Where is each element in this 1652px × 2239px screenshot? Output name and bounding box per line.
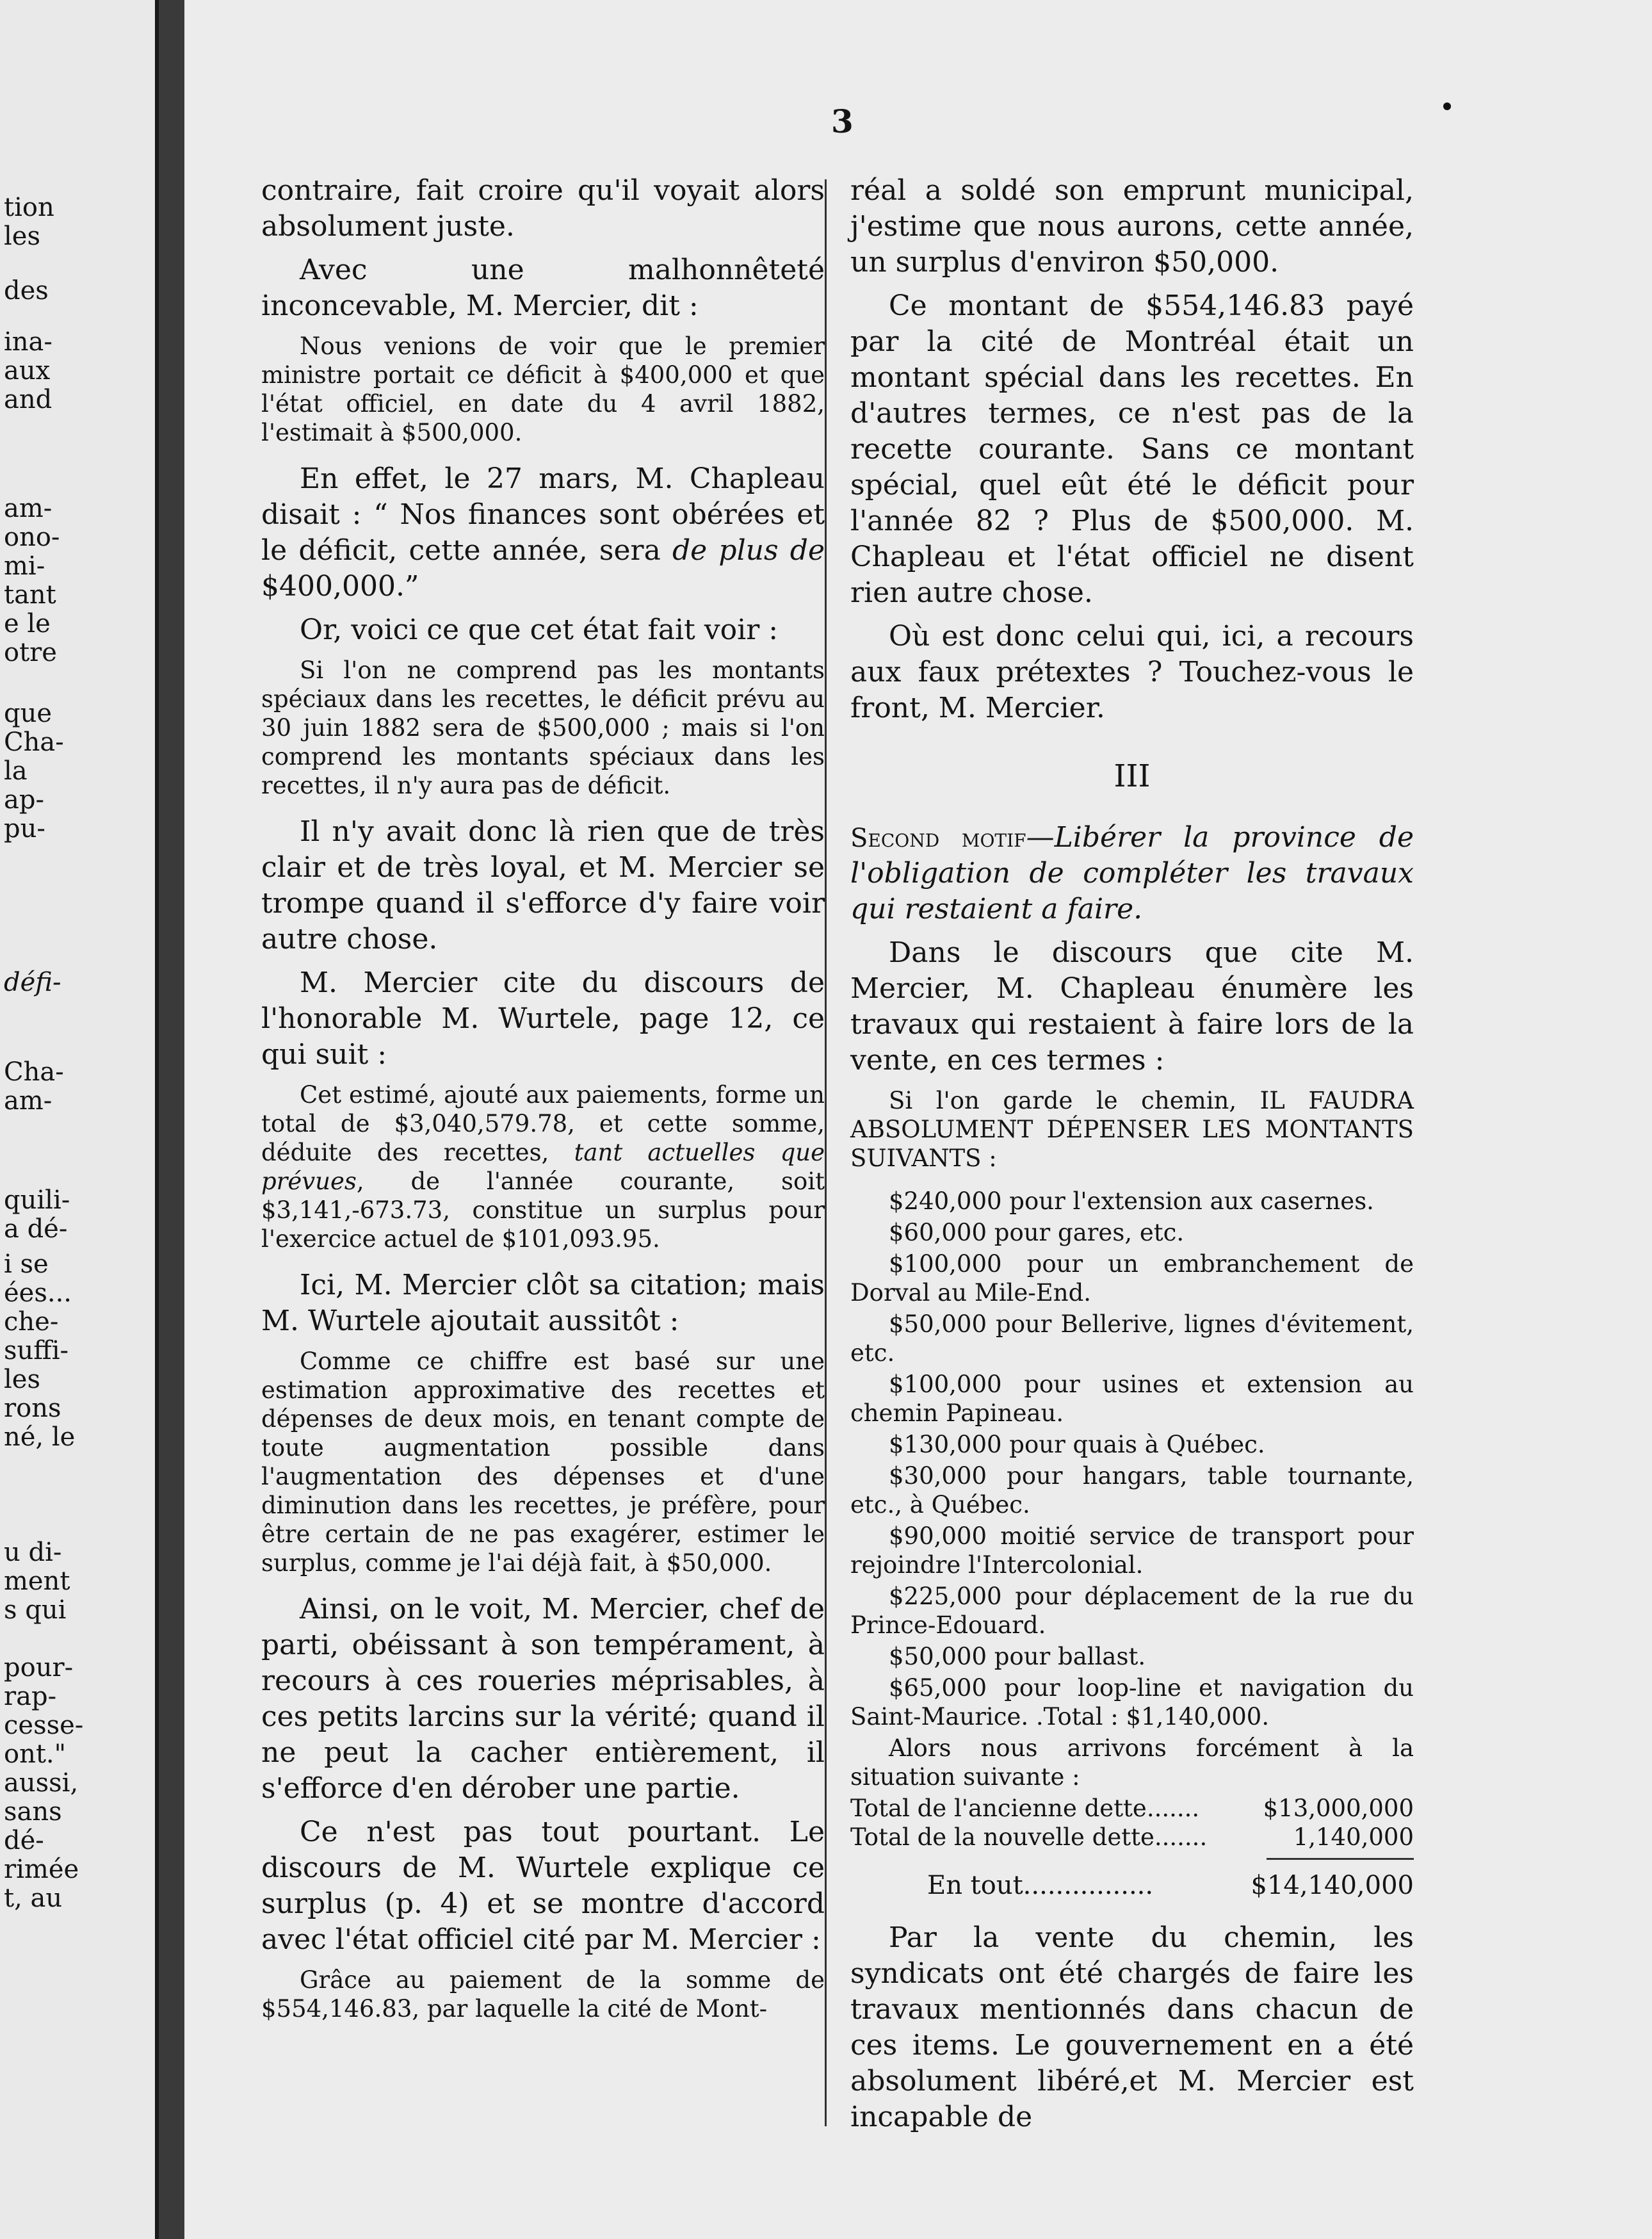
page-number: 3 [831,102,854,140]
total-new-label: Total de la nouvelle dette....... [850,1823,1208,1851]
prev-page-fragment: rons [4,1394,61,1423]
section-number: III [1113,758,1151,794]
prev-page-fragment: otre [4,638,57,667]
expense-item: $225,000 pour déplacement de la rue du Prince-Edouard. [850,1583,1414,1639]
prev-page-fragment: che- [4,1307,59,1337]
quotation: Grâce au paiement de la somme de $554,146.83, par laquelle la cité de Mont- [261,1966,825,2023]
expense-item: $100,000 pour un embranchement de Dorval au Mile-End. [850,1250,1414,1307]
prev-page-fragment: Cha- [4,728,64,757]
paragraph: contraire, fait croire qu'il voyait alors absolument juste. [261,174,825,243]
total-old-value: $13,000,000 [1263,1795,1414,1822]
expense-item: $50,000 pour ballast. [889,1643,1146,1670]
prev-page-fragment: and [4,385,53,414]
prev-page-fragment: rap- [4,1682,57,1711]
text-run: Cet estimé, ajouté aux paiements, forme un total de $3,040,579.78, et cette somme, déduite des recettes, [261,1081,825,1166]
paragraph: Où est donc celui qui, ici, a recours aux faux prétextes ? Touchez-vous le front, M. Mercier. [850,620,1414,724]
total-new-value: 1,140,000 [1293,1823,1414,1851]
column-divider [825,179,827,2126]
quotation [261,1080,825,1253]
prev-page-fragment: s qui [4,1595,67,1625]
prev-page-fragment: sans [4,1797,62,1827]
prev-page-fragment: aussi, [4,1768,79,1798]
left-column [261,173,825,2037]
prev-page-fragment: ont." [4,1739,67,1769]
text-run: , de l'année courante, soit $3,141,-673.73, constitue un surplus pour l'exercice actuel de $101,093.95. [261,1168,825,1253]
expense-item: $65,000 pour loop-line et navigation du Saint-Maurice. .Total : $1,140,000. [850,1674,1414,1730]
paragraph: Ce n'est pas tout pourtant. Le discours de M. Wurtele explique ce surplus (p. 4) et se montre d'accord avec l'état officiel cité par M. Mercier : [261,1816,825,1956]
prev-page-fragment: défi- [4,968,61,997]
prev-page-fragment: quili- [4,1185,70,1215]
quotation: Si l'on garde le chemin, IL FAUDRA ABSOLUMENT DÉPENSER LES MONTANTS SUIVANTS : [850,1087,1414,1172]
section-heading [850,820,1414,927]
prev-page-fragment: e le [4,609,51,639]
previous-page-edge [0,0,159,2239]
prev-page-fragment: les [4,222,40,251]
prev-page-fragment: ap- [4,785,44,815]
prev-page-fragment: mi- [4,551,45,581]
prev-page-fragment: suffi- [4,1336,69,1365]
prev-page-fragment: a dé- [4,1214,68,1244]
quotation: Comme ce chiffre est basé sur une estimation approximative des recettes et dépenses de deux mois, en tenant compte de toute augmentation possible dans l'augmentation des dépenses et d'une diminution dans les recettes, je préfère, pour être certain de ne pas exagérer, estimer le surplus, comme je l'ai déjà fait, à $50,000. [261,1347,825,1577]
paragraph: Dans le discours que cite M. Mercier, M. Chapleau énumère les travaux qui restaient à faire lors de la vente, en ces termes : [850,936,1414,1077]
situation-line: Alors nous arrivons forcément à la situation suivante : [850,1734,1414,1791]
paragraph: Avec une malhonnêteté inconcevable, M. Mercier, dit : [261,254,825,322]
quotation: Si l'on ne comprend pas les montants spéciaux dans les recettes, le déficit prévu au 30 juin 1882 sera de $500,000 ; mais si l'on comprend les montants spéciaux dans les recettes, il n'y aura pas de déficit. [261,656,825,799]
page [184,0,1652,2239]
page-gutter [159,0,184,2239]
expense-item: $60,000 pour gares, etc. [889,1219,1185,1246]
emphasis: de plus de [672,534,825,567]
quotation: Nous venions de voir que le premier ministre portait ce déficit à $400,000 et que l'état officiel, en date du 4 avril 1882, l'estimait à $500,000. [261,332,825,446]
total-old-debt [850,1794,1414,1823]
paragraph: Par la vente du chemin, les syndicats ont été chargés de faire les travaux mentionnés dans chacun de ces items. Le gouvernement en a été absolument libéré,et M. Mercier est incapable de [850,1921,1414,2133]
prev-page-fragment: Cha- [4,1057,64,1087]
paragraph: Ainsi, on le voit, M. Mercier, chef de parti, obéissant à son tempérament, à recours à ces roueries méprisables, à ces petits larcins sur la vérité; quand il ne peut la cacher entièrement, il s'efforce d'en dérober une partie. [261,1593,825,1805]
prev-page-fragment: les [4,1365,40,1394]
prev-page-fragment: rimée [4,1855,79,1884]
emphasis: tant actuelles que prévues [261,1139,825,1195]
grand-total [850,1869,1414,1902]
prev-page-fragment: pu- [4,814,45,843]
grand-total-value: $14,140,000 [1251,1871,1414,1900]
prev-page-fragment: ono- [4,523,60,552]
prev-page-fragment: la [4,756,28,786]
prev-page-fragment: ina- [4,327,53,357]
prev-page-fragment: u di- [4,1538,62,1567]
prev-page-fragment: cesse- [4,1711,84,1740]
paragraph: Ce montant de $554,146.83 payé par la cité de Montréal était un montant spécial dans les recettes. En d'autres termes, ce n'est pas de la recette courante. Sans ce montant spécial, quel eût été le déficit pour l'année 82 ? Plus de $500,000. M. Chapleau et l'état officiel ne disent rien autre chose. [850,289,1414,609]
prev-page-fragment: tant [4,580,56,610]
quotation-continued: réal a soldé son emprunt municipal, j'estime que nous aurons, cette année, un surplus d'environ $50,000. [850,174,1414,279]
prev-page-fragment: am- [4,494,53,523]
prev-page-fragment: pour- [4,1653,74,1682]
sum-rule [1267,1858,1414,1860]
expense-list [850,1187,1414,1731]
total-new-debt [850,1823,1414,1852]
prev-page-fragment: que [4,699,53,728]
paragraph [261,461,825,605]
expense-item: $30,000 pour hangars, table tournante, etc., à Québec. [850,1462,1414,1518]
prev-page-fragment: des [4,276,49,305]
text-run: En effet, le 27 mars, M. Chapleau disait : “ Nos finances sont obérées et le déficit, cette année, sera [261,462,825,567]
prev-page-fragment: am- [4,1086,53,1116]
right-column [850,173,1414,2143]
paragraph: M. Mercier cite du discours de l'honorable M. Wurtele, page 12, ce qui suit : [261,966,825,1071]
prev-page-fragment: né, le [4,1422,76,1452]
paragraph: Or, voici ce que cet état fait voir : [300,614,779,646]
prev-page-fragment: tion [4,193,54,222]
prev-page-fragment: aux [4,356,51,386]
motif-title: —Libérer la province de l'obligation de compléter les travaux qui restaient a faire. [850,821,1414,925]
expense-item: $130,000 pour quais à Québec. [889,1431,1265,1458]
paragraph: Il n'y avait donc là rien que de très clair et de très loyal, et M. Mercier se trompe quand il s'efforce d'y faire voir autre chose. [261,815,825,956]
expense-item: $90,000 moitié service de transport pour rejoindre l'Intercolonial. [850,1522,1414,1579]
expense-item: $240,000 pour l'extension aux casernes. [889,1187,1374,1215]
expense-item: $50,000 pour Bellerive, lignes d'évitement, etc. [850,1310,1414,1367]
total-old-label: Total de l'ancienne dette....... [850,1795,1200,1822]
prev-page-fragment: ées... [4,1278,72,1308]
prev-page-fragment: ment [4,1567,70,1596]
prev-page-fragment: dé- [4,1826,44,1855]
prev-page-fragment: t, au [4,1884,63,1913]
text-run: $400,000.” [261,570,419,603]
prev-page-fragment: i se [4,1250,49,1279]
ink-speck [1443,102,1451,110]
grand-total-label: En tout................ [927,1871,1154,1900]
expense-item: $100,000 pour usines et extension au chemin Papineau. [850,1371,1414,1427]
paragraph: Ici, M. Mercier clôt sa citation; mais M. Wurtele ajoutait aussitôt : [261,1269,825,1337]
motif-label: Second motif [850,824,1026,853]
